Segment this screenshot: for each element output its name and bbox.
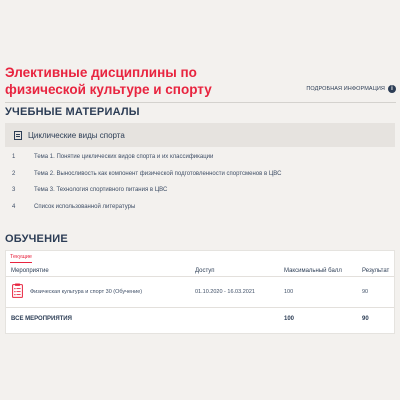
table-row-divider xyxy=(6,307,394,308)
training-heading: ОБУЧЕНИЕ xyxy=(5,233,68,245)
clipboard-icon xyxy=(12,283,23,298)
topic-item[interactable] xyxy=(5,182,395,198)
topic-link[interactable]: Список использованной литературы xyxy=(34,204,136,210)
total-result: 90 xyxy=(362,316,369,322)
event-result: 90 xyxy=(362,289,369,295)
tab-current[interactable]: Текущие xyxy=(10,254,32,263)
module-header[interactable] xyxy=(5,123,395,147)
topic-link[interactable]: Тема 1. Понятие циклических видов спорта и их классификации xyxy=(34,154,214,160)
topic-link[interactable]: Тема 3. Технология спортивного питания в ЦВС xyxy=(34,187,168,193)
topic-item[interactable] xyxy=(5,199,395,215)
training-panel xyxy=(5,250,395,334)
total-max-score: 100 xyxy=(284,316,295,322)
header-divider xyxy=(5,102,396,103)
column-header-max-score[interactable]: Максимальный балл xyxy=(284,268,342,274)
column-header-event[interactable]: Мероприятие xyxy=(11,268,49,274)
materials-heading: УЧЕБНЫЕ МАТЕРИАЛЫ xyxy=(5,106,140,118)
topic-link[interactable]: Тема 2. Выносливость как компонент физической подготовленности спортсменов в ЦВС xyxy=(34,171,282,177)
module-title: Циклические виды спорта xyxy=(28,130,125,140)
info-icon: i xyxy=(388,85,396,93)
course-title: Элективные дисциплины по физической культуре и спорту xyxy=(5,65,212,97)
table-header-divider xyxy=(6,276,394,277)
event-access-dates: 01.10.2020 - 16.03.2021 xyxy=(195,289,255,295)
topic-number: 1 xyxy=(12,154,16,160)
topic-number: 4 xyxy=(12,204,16,210)
event-name-link[interactable]: Физическая культура и спорт 30 (Обучение) xyxy=(30,289,143,295)
topic-item[interactable] xyxy=(5,149,395,165)
topic-item[interactable] xyxy=(5,166,395,182)
more-info-label: ПОДРОБНАЯ ИНФОРМАЦИЯ xyxy=(306,86,385,92)
column-header-access[interactable]: Доступ xyxy=(195,268,215,274)
total-label: ВСЕ МЕРОПРИЯТИЯ xyxy=(11,316,72,322)
more-info-link[interactable] xyxy=(306,85,396,93)
event-max-score: 100 xyxy=(284,289,294,295)
topic-number: 2 xyxy=(12,171,16,177)
document-icon xyxy=(14,131,22,140)
column-header-result[interactable]: Результат xyxy=(362,268,390,274)
topic-number: 3 xyxy=(12,187,16,193)
